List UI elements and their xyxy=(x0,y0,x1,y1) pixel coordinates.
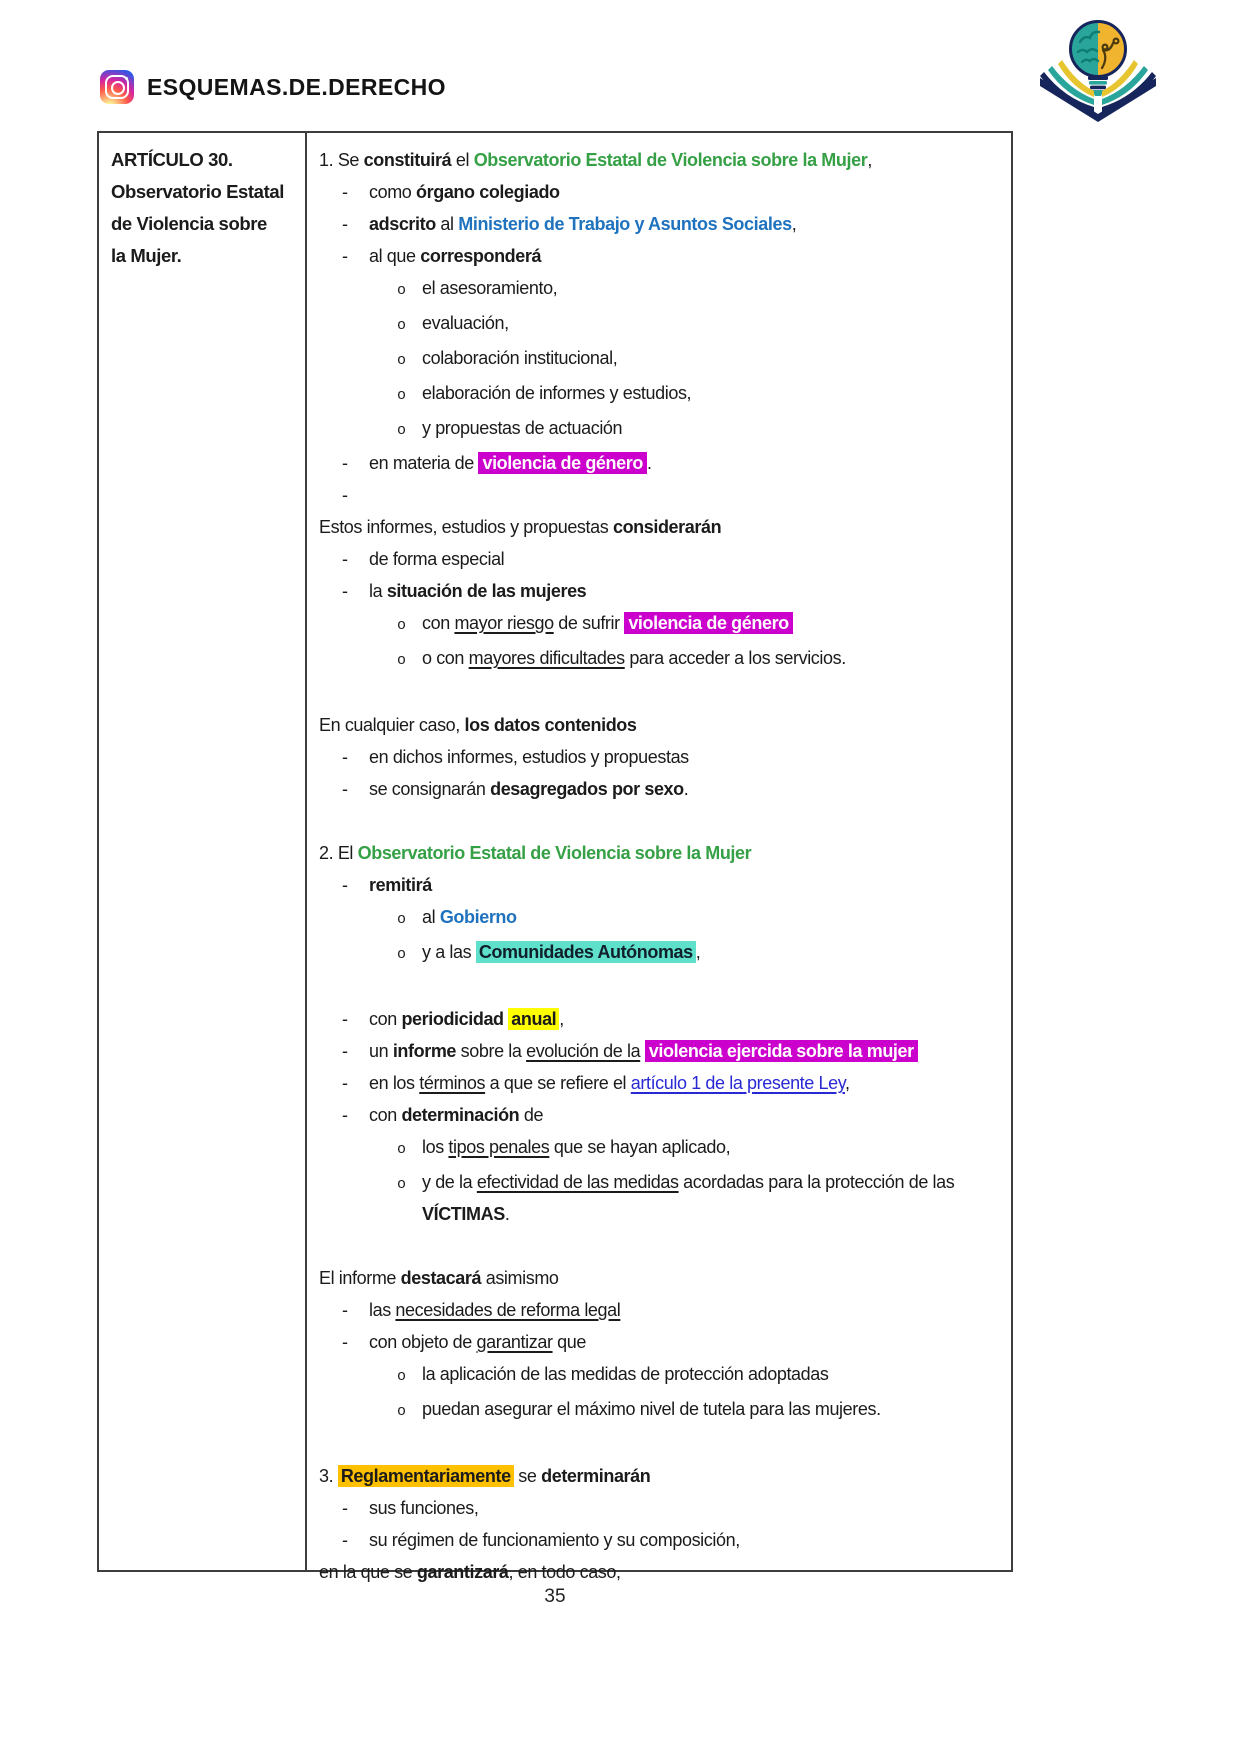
content-line xyxy=(319,901,1001,936)
text-run: , xyxy=(695,942,701,962)
article-title-cell xyxy=(99,133,307,1570)
line-text xyxy=(422,1166,1001,1230)
dash-list-marker: - xyxy=(342,1009,348,1029)
text-run: la xyxy=(369,581,387,601)
text-run: en los xyxy=(369,1073,420,1093)
text-run: puedan asegurar el máximo nivel de tutela para las mujeres. xyxy=(422,1399,881,1419)
line-text xyxy=(422,412,1001,444)
text-run: y propuestas de actuación xyxy=(422,418,623,438)
content-line xyxy=(319,837,1001,869)
text-run: necesidades de reforma legal xyxy=(395,1300,621,1320)
text-run: El informe xyxy=(319,1268,401,1288)
text-run: sus funciones, xyxy=(369,1498,479,1518)
dash-list-marker: - xyxy=(342,1332,348,1352)
text-run: la aplicación de las medidas de protección adoptadas xyxy=(422,1364,829,1384)
logo-svg xyxy=(1036,10,1161,122)
content-line xyxy=(319,741,1001,773)
text-run: desagregados por sexo xyxy=(490,779,684,799)
text-run: garantizará xyxy=(416,1562,509,1582)
content-line xyxy=(319,176,1001,208)
text-run: acordadas para la protección de las xyxy=(678,1172,955,1192)
text-run: , xyxy=(791,214,797,234)
circle-list-marker: o xyxy=(397,911,406,928)
dash-list-marker: - xyxy=(342,485,348,505)
line-text xyxy=(369,1326,1001,1358)
text-run: evaluación, xyxy=(422,313,509,333)
instagram-icon xyxy=(100,70,134,104)
dash-list-marker: - xyxy=(342,1041,348,1061)
circle-list-marker: o xyxy=(397,617,406,634)
circle-list-marker: o xyxy=(397,946,406,963)
text-run: órgano colegiado xyxy=(416,182,560,202)
text-run: de forma especial xyxy=(369,549,505,569)
text-run: corresponderá xyxy=(420,246,542,266)
line-text xyxy=(369,208,1001,240)
content-line xyxy=(319,1003,1001,1035)
text-run: evolución de la xyxy=(526,1041,641,1061)
text-run: las xyxy=(369,1300,396,1320)
text-run: , xyxy=(844,1073,850,1093)
text-run: garantizar xyxy=(476,1332,553,1352)
circle-list-marker: o xyxy=(397,1176,406,1193)
content-line xyxy=(319,869,1001,901)
text-run: que xyxy=(552,1332,586,1352)
dash-list-marker: - xyxy=(342,779,348,799)
text-run: de sufrir xyxy=(553,613,625,633)
line-text xyxy=(422,342,1001,374)
dash-list-marker: - xyxy=(342,1073,348,1093)
content-line xyxy=(319,1393,1001,1428)
content-line xyxy=(319,479,1001,511)
content-line xyxy=(319,412,1001,447)
text-run: 2. El xyxy=(319,843,358,863)
text-run: el xyxy=(451,150,474,170)
text-run: se xyxy=(513,1466,542,1486)
text-run: mayores dificultades xyxy=(468,648,625,668)
line-text xyxy=(369,447,1001,479)
text-run: informe xyxy=(392,1041,457,1061)
line-text xyxy=(319,1460,1001,1492)
dash-list-marker: - xyxy=(342,747,348,767)
text-run: Gobierno xyxy=(439,907,517,927)
text-run: tipos penales xyxy=(448,1137,550,1157)
circle-list-marker: o xyxy=(397,387,406,404)
text-run: con objeto de xyxy=(369,1332,477,1352)
content-line xyxy=(319,709,1001,741)
text-run: en dichos informes, estudios y propuestas xyxy=(369,747,689,767)
text-run: . xyxy=(504,1204,510,1224)
highlight-magenta: violencia de género xyxy=(624,612,792,634)
text-run: al que xyxy=(369,246,421,266)
line-text xyxy=(319,1556,1001,1588)
text-run: los xyxy=(422,1137,449,1157)
text-run: colaboración institucional, xyxy=(422,348,618,368)
text-run: mayor riesgo xyxy=(454,613,554,633)
line-text xyxy=(369,1524,1001,1556)
highlight-magenta: violencia de género xyxy=(478,452,646,474)
text-run: , xyxy=(559,1009,564,1029)
dash-list-marker: - xyxy=(342,1498,348,1518)
text-run: Observatorio Estatal de Violencia sobre la Mujer xyxy=(357,843,752,863)
text-run: su régimen de funcionamiento y su composición, xyxy=(369,1530,740,1550)
content-line xyxy=(319,1326,1001,1358)
content-line xyxy=(319,1099,1001,1131)
content-line xyxy=(319,1166,1001,1230)
line-text xyxy=(369,240,1001,272)
dash-list-marker: - xyxy=(342,875,348,895)
text-run: , en todo caso, xyxy=(508,1562,621,1582)
dash-list-marker: - xyxy=(342,1530,348,1550)
content-line xyxy=(319,1262,1001,1294)
text-run: al xyxy=(422,907,440,927)
content-line xyxy=(319,1131,1001,1166)
inline-link[interactable]: artículo 1 de la presente Ley xyxy=(630,1073,845,1093)
highlight-yellow: anual xyxy=(508,1008,559,1030)
line-text xyxy=(422,901,1001,933)
line-text xyxy=(369,869,1001,901)
text-run: , xyxy=(867,150,872,170)
content-line xyxy=(319,1460,1001,1492)
instagram-flash-dot xyxy=(125,77,128,80)
content-line xyxy=(319,377,1001,412)
text-run: efectividad de las medidas xyxy=(476,1172,679,1192)
page-number: 35 xyxy=(544,1586,566,1607)
line-text xyxy=(369,1035,1001,1067)
line-text xyxy=(369,1067,1001,1099)
content-line xyxy=(319,144,1001,176)
content-line xyxy=(319,240,1001,272)
header xyxy=(100,70,446,104)
text-run: de xyxy=(519,1105,544,1125)
circle-list-marker: o xyxy=(397,1368,406,1385)
dash-list-marker: - xyxy=(342,214,348,234)
content-line xyxy=(319,342,1001,377)
content-line xyxy=(319,208,1001,240)
line-text xyxy=(369,741,1001,773)
text-run: el asesoramiento, xyxy=(422,278,558,298)
content-line xyxy=(319,575,1001,607)
content-line xyxy=(319,543,1001,575)
line-text xyxy=(369,1294,1001,1326)
article-body xyxy=(307,133,1011,1582)
text-run: al xyxy=(435,214,459,234)
line-text xyxy=(369,575,1001,607)
text-run: . xyxy=(683,779,689,799)
text-run: En cualquier caso, xyxy=(319,715,465,735)
content-line xyxy=(319,1294,1001,1326)
content-line xyxy=(319,607,1001,642)
line-text xyxy=(422,377,1001,409)
line-text xyxy=(369,543,1001,575)
text-run: determinarán xyxy=(541,1466,651,1486)
line-text xyxy=(319,709,1001,741)
text-run: y a las xyxy=(422,942,476,962)
text-run: Observatorio Estatal de Violencia sobre la Mujer xyxy=(473,150,868,170)
line-text xyxy=(422,1358,1001,1390)
content-line xyxy=(319,1556,1001,1588)
content-line xyxy=(319,1492,1001,1524)
line-text xyxy=(319,837,1001,869)
circle-list-marker: o xyxy=(397,352,406,369)
text-run: destacará xyxy=(400,1268,482,1288)
text-run: en materia de xyxy=(369,453,479,473)
text-run: en la que se xyxy=(319,1562,417,1582)
text-run: se consignarán xyxy=(369,779,491,799)
line-text xyxy=(369,176,1001,208)
text-run: 1. Se xyxy=(319,150,364,170)
text-run: remitirá xyxy=(369,875,432,895)
text-run: con xyxy=(369,1105,402,1125)
brand-text: ESQUEMAS.DE.DERECHO xyxy=(147,73,446,100)
line-text xyxy=(422,1393,1001,1425)
text-run: un xyxy=(369,1041,393,1061)
text-run: términos xyxy=(419,1073,486,1093)
circle-list-marker: o xyxy=(397,1403,406,1420)
content-line xyxy=(319,272,1001,307)
dash-list-marker: - xyxy=(342,453,348,473)
line-text xyxy=(422,307,1001,339)
text-run: con xyxy=(369,1009,402,1029)
text-run: Estos informes, estudios y propuestas xyxy=(319,517,613,537)
text-run: Ministerio de Trabajo y Asuntos Sociales xyxy=(458,214,792,234)
article-title: ARTÍCULO 30. Observatorio Estatal de Violencia sobre la Mujer. xyxy=(111,149,284,266)
highlight-orange: Reglamentariamente xyxy=(338,1465,514,1487)
text-run: 3. xyxy=(319,1466,338,1486)
content-line xyxy=(319,447,1001,479)
line-text xyxy=(422,642,1001,674)
circle-list-marker: o xyxy=(397,422,406,439)
line-text xyxy=(422,1131,1001,1163)
content-line xyxy=(319,936,1001,971)
line-text xyxy=(319,144,1001,176)
content-line xyxy=(319,1035,1001,1067)
circle-list-marker: o xyxy=(397,317,406,334)
dash-list-marker: - xyxy=(342,182,348,202)
line-text xyxy=(422,272,1001,304)
text-run: situación de las mujeres xyxy=(386,581,587,601)
text-run: sobre la xyxy=(456,1041,527,1061)
circle-list-marker: o xyxy=(397,652,406,669)
line-text xyxy=(319,1262,1001,1294)
text-run: adscrito xyxy=(369,214,436,234)
instagram-lens xyxy=(111,81,125,95)
text-run: que se hayan aplicado, xyxy=(549,1137,731,1157)
line-text xyxy=(369,1003,1001,1035)
text-run: elaboración de informes y estudios, xyxy=(422,383,692,403)
text-run: y de la xyxy=(422,1172,477,1192)
text-run: determinación xyxy=(401,1105,520,1125)
line-text xyxy=(422,607,1001,639)
dash-list-marker: - xyxy=(342,246,348,266)
line-text xyxy=(369,773,1001,805)
highlight-cyan: Comunidades Autónomas xyxy=(476,941,696,963)
open-book-brain-bulb-logo xyxy=(1036,10,1161,122)
text-run: como xyxy=(369,182,417,202)
text-run: considerarán xyxy=(612,517,722,537)
content-line xyxy=(319,642,1001,677)
highlight-magenta: violencia ejercida sobre la mujer xyxy=(645,1040,918,1062)
line-text xyxy=(319,511,1001,543)
circle-list-marker: o xyxy=(397,1141,406,1158)
text-run: VÍCTIMAS xyxy=(422,1204,505,1224)
content-line xyxy=(319,511,1001,543)
dash-list-marker: - xyxy=(342,1105,348,1125)
line-text xyxy=(422,936,1001,968)
text-run: con xyxy=(422,613,455,633)
content-line xyxy=(319,773,1001,805)
content-line xyxy=(319,1524,1001,1556)
text-run: asimismo xyxy=(481,1268,559,1288)
text-run: a que se refiere el xyxy=(485,1073,631,1093)
text-run: o con xyxy=(422,648,469,668)
content-line xyxy=(319,1067,1001,1099)
content-line xyxy=(319,1358,1001,1393)
text-run: para acceder a los servicios. xyxy=(624,648,846,668)
dash-list-marker: - xyxy=(342,549,348,569)
dash-list-marker: - xyxy=(342,581,348,601)
line-text xyxy=(369,1099,1001,1131)
text-run: los datos contenidos xyxy=(464,715,637,735)
article-table xyxy=(97,131,1013,1582)
dash-list-marker: - xyxy=(342,1300,348,1320)
text-run: periodicidad xyxy=(401,1009,504,1029)
circle-list-marker: o xyxy=(397,282,406,299)
text-run: constituirá xyxy=(363,150,452,170)
content-line xyxy=(319,307,1001,342)
page-footer xyxy=(97,1586,1013,1608)
line-text xyxy=(369,1492,1001,1524)
text-run: . xyxy=(646,453,652,473)
